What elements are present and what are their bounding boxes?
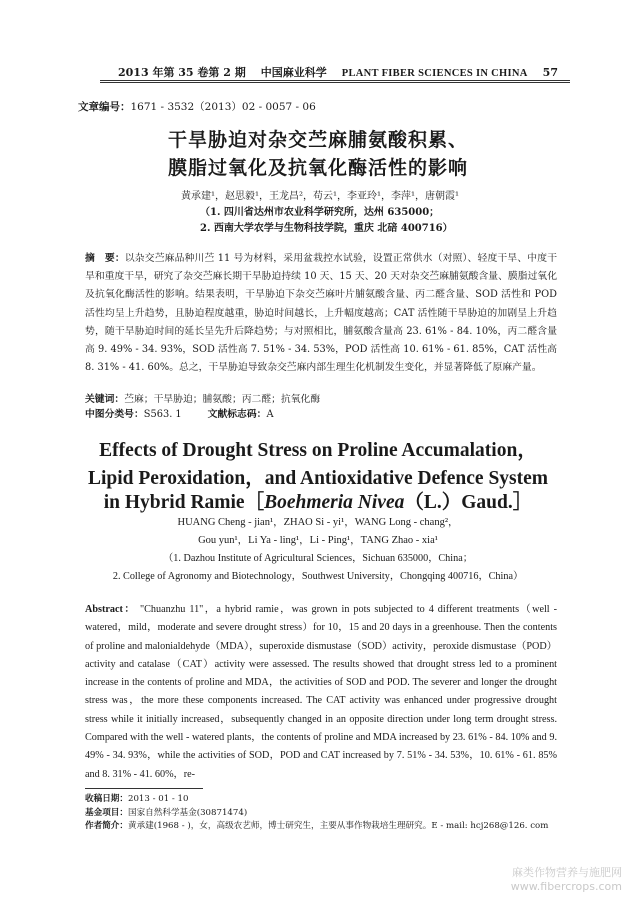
abstract-en-label: Abstract： [85,604,136,615]
authors-en-line1: HUANG Cheng - jian¹，ZHAO Si - yi¹，WANG Long - chang²， [177,517,459,528]
doc-code-label: 文献标志码： [207,409,267,420]
journal-name-en: PLANT FIBER SCIENCES IN CHINA [341,68,528,79]
clc-label: 中图分类号： [85,409,144,420]
abstract-cn-label: 摘 要： [85,253,125,264]
affiliation-cn-1: （1. 四川省达州市农业科学研究所，达州 635000； [200,207,440,218]
authors-en [90,514,546,550]
classification-line [85,406,274,420]
watermark-line1: 麻类作物营养与施肥网 [512,866,622,879]
doc-code-value: A [266,409,274,420]
footnote-label: 作者简介： [85,821,128,831]
abstract-en [85,601,557,784]
article-number-label: 文章编号： [78,101,131,113]
header-rule-bottom [100,82,570,83]
footnote-text: 国家自然科学基金(30871474) [127,807,248,818]
affiliations-en [80,550,556,586]
keywords-cn-text: 苎麻；干旱胁迫；脯氨酸；丙二醛；抗氧化酶 [124,394,321,405]
affiliation-cn-2: 2. 西南大学农学与生物科技学院，重庆 北碚 400716） [200,223,453,234]
authors-en-line2: Gou yun¹，Li Ya - ling¹，Li - Ping¹，TANG Zhao - xia¹ [198,535,438,546]
journal-name-cn: 中国麻业科学 [260,66,327,79]
title-en-line1: Effects of Drought Stress on Proline Accumalation， [99,440,537,461]
footnote-funding [85,807,548,821]
affiliation-en-2: 2. College of Agronomy and Biotechnology，Southwest University，Chongqing 400716，China） [112,571,524,582]
title-en-species: Boehmeria Nivea [264,492,405,513]
watermark-url: www.fibercrops.com [510,880,622,893]
footnotes [85,793,548,834]
title-en-line3-pre: in Hybrid Ramie［ [103,492,265,513]
abstract-cn [85,250,557,377]
article-number [78,99,316,114]
issue-info: 2013 年第 35 卷第 2 期 [118,66,246,79]
watermark [511,866,622,894]
abstract-cn-text: 以杂交苎麻品种川苎 11 号为材料，采用盆栽控水试验，设置正常供水（对照）、轻度干旱、中度干旱和重度干旱，研究了杂交苎麻长期干旱胁迫持续 10 天、15 天、20 天对杂交苎麻脯氨酸含量、膜脂过氧化及抗氧化酶活性的影响。结果表明，干旱胁迫下杂交苎麻叶片脯氨酸含量、丙二醛含量、SOD 活性和 POD 活性均呈上升趋势，且胁迫程度越重，胁迫时间越长，上升幅度越高；CAT 活性随干旱胁迫的加剧呈上升趋势，随干旱胁迫时间的延长呈先升后降趋势；与对照相比，脯氨酸含量高 23. 61% - 84. 10%，丙二醛含量高 9. 49% - 34. 93%，SOD 活性高 7. 51% - 34. 53%，POD 活性高 10. 61% - 61. 85%，CAT 活性高 8. 31% - 41. 60%。总之，干旱胁迫导致杂交苎麻内部生理生化机制发生变化，并显著降低了原麻产量。 [85,253,558,374]
title-cn-line2: 膜脂过氧化及抗氧化酶活性的影响 [167,157,468,179]
footnote-author [85,820,548,834]
keywords-cn-label: 关键词： [85,394,125,405]
title-en-line2: Lipid Peroxidation，and Antioxidative Defence System [87,468,549,489]
footnote-label: 基金项目： [85,807,128,818]
page-number: 57 [542,66,558,79]
footnote-text: 黄承建(1968 - )，女，高级农艺师，博士研究生，主要从事作物栽培生理研究。E - mail: hcj268@126. com [127,821,549,831]
header-rule-top [100,80,570,81]
title-cn-line1: 干旱胁迫对杂交苎麻脯氨酸积累、 [167,129,468,151]
footnote-rule [85,788,203,789]
footnote-received [85,793,548,807]
abstract-en-text: "Chuanzhu 11"，a hybrid ramie，was grown in pots subjected to 4 different treatments（well - watered，mild，moderate and severe drought stress）for 10，15 and 20 days in a greenhouse. Then the contents of proline and malonialdehyde（MDA），superoxide dismustase（SOD）activity，peroxide dismustase（POD）activity and catalase（CAT）activity were assessed. The results showed that drought stress led to a prominent increase in the contents of proline and MDA，the activities of SOD and POD. The severer and longer the drought stress was，the more these components increased. The CAT activity was enhanced under progressive drought stress while it initially increased，subsequently changed in an opposite direction under long term drought stress. Compared with the well - watered plants，the contents of proline and MDA increased by 23. 61% - 84. 10% and 9. 49% - 34. 93%，while the activities of SOD，POD and CAT increased by 7. 51% - 34. 53%，10. 61% - 61. 85% and 8. 31% - 41. 60%，re- [85,604,557,780]
title-en-line3-post: （L.）Gaud.］ [404,492,533,513]
title-en-line3 [80,489,556,517]
footnote-text: 2013 - 01 - 10 [127,794,189,804]
clc-value: S563. 1 [143,409,182,420]
keywords-cn [85,391,320,405]
authors-cn: 黄承建¹，赵思毅¹，王龙昌²，苟云¹，李亚玲¹，李萍¹，唐朝霞¹ [180,191,460,202]
article-number-value: 1671 - 3532（2013）02 - 0057 - 06 [130,101,316,113]
affiliation-en-1: （1. Dazhou Institute of Agricultural Sciences，Sichuan 635000，China； [163,553,473,564]
footnote-label: 收稿日期： [85,794,128,804]
running-header [118,64,558,80]
